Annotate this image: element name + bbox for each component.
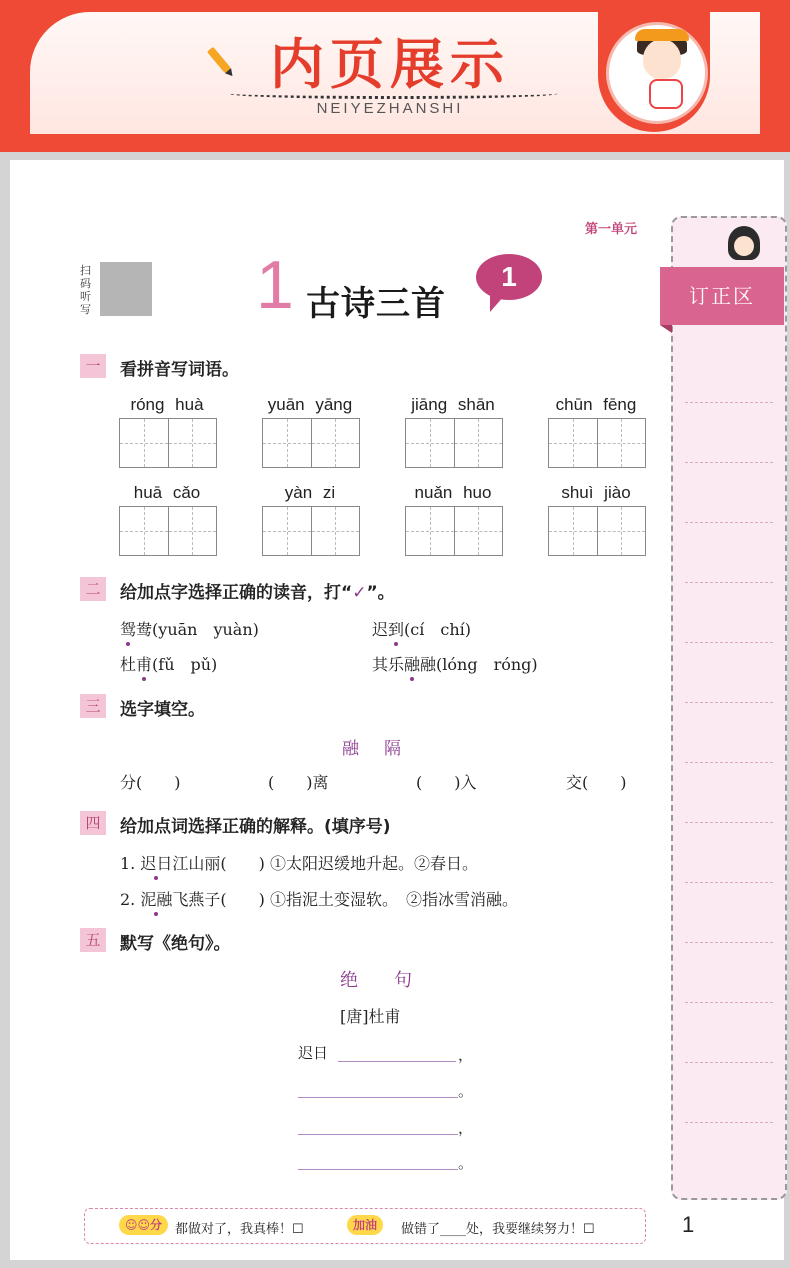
self-check-all-correct[interactable]: 都做对了，我真棒！☐ — [175, 1222, 304, 1237]
correction-line — [685, 462, 773, 463]
correction-line — [685, 702, 773, 703]
writing-grid[interactable] — [548, 418, 646, 468]
mascot-body — [649, 79, 683, 109]
section-number: 二 — [80, 577, 106, 601]
section-number: 三 — [80, 694, 106, 718]
poem-prefix: 迟日 — [298, 1044, 329, 1062]
correction-line — [685, 1122, 773, 1123]
correction-line — [685, 402, 773, 403]
dotted-divider — [228, 88, 558, 99]
writing-grid[interactable] — [548, 506, 646, 556]
pinyin-label: jiāng shān — [411, 395, 495, 414]
correction-line — [685, 522, 773, 523]
poem-punct: ， — [458, 1119, 474, 1137]
mascot-cap — [635, 29, 689, 41]
score-badge: ☺☺分 — [119, 1215, 168, 1235]
fill-blank[interactable]: ( )入 — [416, 773, 477, 792]
correction-label: 订正区 — [660, 267, 784, 325]
reading-item[interactable]: 其乐融融(lóng róng) — [372, 652, 538, 675]
poem-title: 绝句 — [340, 970, 448, 991]
fill-blank[interactable]: 交( ) — [566, 773, 627, 792]
section-title: 选字填空。 — [120, 700, 205, 720]
section-number: 五 — [80, 928, 106, 952]
banner-title: 内页展示 — [270, 33, 510, 96]
pinyin-label: huā cǎo — [133, 483, 201, 502]
pinyin-label: chūn fēng — [555, 395, 637, 414]
self-check-mistakes[interactable]: 做错了____处，我要继续努力！☐ — [401, 1222, 595, 1237]
correction-line — [685, 942, 773, 943]
section-title: 给加点词选择正确的解释。(填序号) — [120, 817, 391, 837]
poem-punct: 。 — [458, 1154, 474, 1172]
poem-punct: 。 — [458, 1082, 474, 1100]
writing-grid[interactable] — [119, 418, 217, 468]
mascot-face — [643, 39, 681, 79]
fill-blank[interactable]: 分( ) — [120, 773, 181, 792]
self-evaluation-bar — [84, 1208, 646, 1244]
poem-blank-line[interactable] — [298, 1168, 458, 1170]
reading-item[interactable]: 鸳鸯(yuān yuàn) — [120, 617, 259, 640]
writing-grid[interactable] — [119, 506, 217, 556]
writing-grid[interactable] — [262, 506, 360, 556]
pinyin-label: róng huà — [130, 395, 204, 414]
pinyin-label: yàn zi — [284, 483, 336, 502]
meaning-item[interactable]: 1. 迟日江山丽( ) ①太阳迟缓地升起。②春日。 — [120, 851, 478, 874]
correction-line — [685, 642, 773, 643]
lesson-title: 古诗三首 — [306, 284, 446, 324]
writing-grid[interactable] — [405, 418, 503, 468]
cheer-badge: 加油 — [347, 1215, 383, 1235]
unit-label: 第一单元 — [585, 222, 638, 237]
fill-blank[interactable]: ( )离 — [268, 773, 329, 792]
correction-line — [685, 1002, 773, 1003]
section-number: 一 — [80, 354, 106, 378]
writing-grid[interactable] — [262, 418, 360, 468]
writing-grid[interactable] — [405, 506, 503, 556]
page-number: 1 — [682, 1212, 695, 1237]
meaning-item[interactable]: 2. 泥融飞燕子( ) ①指泥土变湿软。 ②指冰雪消融。 — [120, 887, 518, 910]
section-title: 给加点字选择正确的读音，打“✓”。 — [120, 583, 395, 603]
correction-line — [685, 822, 773, 823]
mascot-tag — [598, 0, 710, 132]
correction-panel — [671, 216, 787, 1200]
pinyin-label: nuǎn huo — [414, 483, 492, 502]
girl-mascot-icon — [726, 226, 762, 266]
poem-author: [唐]杜甫 — [340, 1007, 401, 1026]
correction-line — [685, 582, 773, 583]
qr-code[interactable] — [100, 262, 152, 316]
reading-item[interactable]: 杜甫(fǔ pǔ) — [120, 652, 217, 675]
header-banner — [0, 0, 790, 152]
section-number: 四 — [80, 811, 106, 835]
choice-characters: 融 隔 — [342, 739, 405, 759]
mascot-circle — [606, 22, 708, 124]
poem-punct: ， — [458, 1046, 474, 1064]
correction-line — [685, 762, 773, 763]
qr-label: 扫码听写 — [80, 264, 91, 316]
section-title: 看拼音写词语。 — [120, 360, 239, 380]
check-icon: ✓ — [352, 583, 367, 603]
poem-blank-line[interactable] — [298, 1096, 458, 1098]
correction-line — [685, 1062, 773, 1063]
pinyin-label: yuān yāng — [267, 395, 353, 414]
pinyin-label: shuì jiào — [561, 483, 631, 502]
lesson-badge: 1 — [476, 254, 542, 300]
section-title: 默写《绝句》。 — [120, 934, 231, 954]
banner-subtitle: NEIYEZHANSHI — [316, 100, 464, 117]
reading-item[interactable]: 迟到(cí chí) — [372, 617, 471, 640]
poem-blank-line[interactable] — [298, 1133, 458, 1135]
lesson-number: 1 — [256, 247, 294, 323]
correction-line — [685, 882, 773, 883]
poem-blank-line[interactable] — [338, 1060, 456, 1062]
